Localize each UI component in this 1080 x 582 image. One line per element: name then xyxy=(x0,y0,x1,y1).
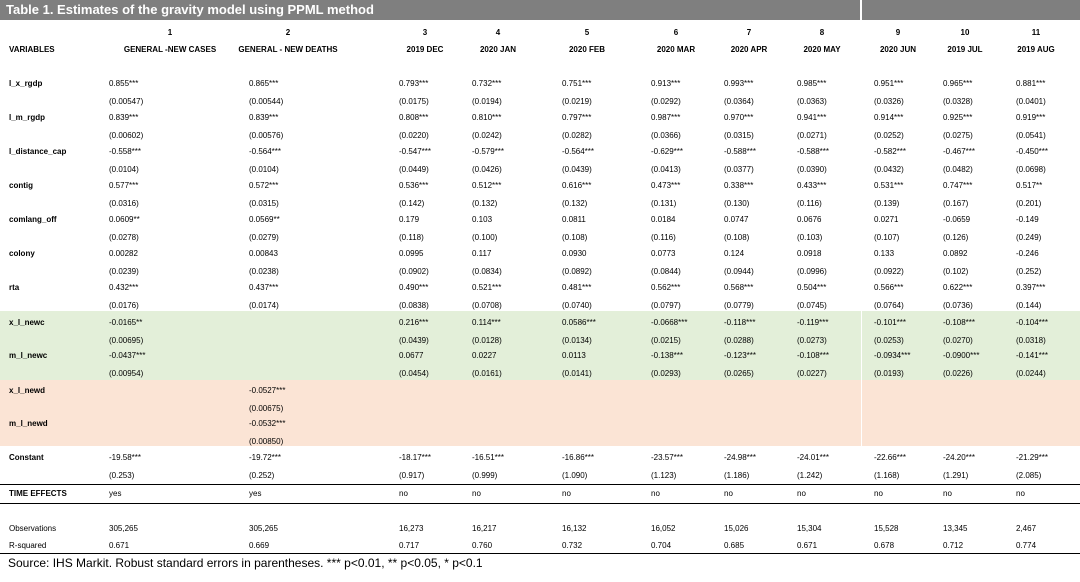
standard-error-cell: (0.249) xyxy=(1016,233,1042,242)
standard-error-cell: (0.00576) xyxy=(249,131,284,140)
variable-label: x_l_newd xyxy=(9,386,46,395)
standard-error-cell: (0.0273) xyxy=(797,336,827,345)
standard-error-cell: (0.0454) xyxy=(399,369,429,378)
coefficient-cell: 0.951*** xyxy=(874,79,904,88)
coefficient-cell: 0.103 xyxy=(472,215,493,224)
standard-error-cell: (0.0944) xyxy=(724,267,754,276)
column-number: 2 xyxy=(285,28,291,37)
coefficient-cell: -0.0659 xyxy=(943,215,971,224)
coefficient-cell: 0.0892 xyxy=(943,249,968,258)
variable-label: m_l_newc xyxy=(9,351,48,360)
coefficient-cell: -18.17*** xyxy=(399,453,432,462)
coefficient-cell: -0.0437*** xyxy=(109,351,146,360)
coefficient-cell: -21.29*** xyxy=(1016,453,1049,462)
column-number: 6 xyxy=(673,28,679,37)
standard-error-cell: (0.0779) xyxy=(724,301,754,310)
standard-error-cell: (0.0226) xyxy=(943,369,973,378)
standard-error-cell: (0.0366) xyxy=(651,131,681,140)
coefficient-cell: -0.564*** xyxy=(562,147,595,156)
coefficient-cell: -0.149 xyxy=(1016,215,1039,224)
coefficient-cell: 0.0271 xyxy=(874,215,899,224)
coefficient-cell: 0.855*** xyxy=(109,79,139,88)
coefficient-cell: 0.993*** xyxy=(724,79,754,88)
standard-error-cell: (0.0764) xyxy=(874,301,904,310)
standard-error-cell: (0.252) xyxy=(1016,267,1042,276)
standard-error-cell: (0.00675) xyxy=(249,404,284,413)
r-squared-cell: 0.671 xyxy=(109,541,130,550)
coefficient-cell: 0.0609** xyxy=(109,215,140,224)
standard-error-cell: (1.242) xyxy=(797,471,823,480)
column-number: 8 xyxy=(819,28,825,37)
coefficient-cell: -0.141*** xyxy=(1016,351,1049,360)
time-effects-cell: no xyxy=(472,489,481,498)
coefficient-cell: 0.747*** xyxy=(943,181,973,190)
variable-label: l_x_rgdp xyxy=(9,79,43,88)
coefficient-cell: -0.123*** xyxy=(724,351,757,360)
coefficient-cell: 0.473*** xyxy=(651,181,681,190)
coefficient-cell: -16.51*** xyxy=(472,453,505,462)
standard-error-cell: (0.00602) xyxy=(109,131,144,140)
standard-error-cell: (0.0292) xyxy=(651,97,681,106)
coefficient-cell: -0.582*** xyxy=(874,147,907,156)
coefficient-cell: 0.521*** xyxy=(472,283,502,292)
standard-error-cell: (0.0838) xyxy=(399,301,429,310)
column-number: 10 xyxy=(960,28,970,37)
variable-label: comlang_off xyxy=(9,215,57,224)
coefficient-cell: -0.547*** xyxy=(399,147,432,156)
standard-error-cell: (1.291) xyxy=(943,471,969,480)
coefficient-cell: 0.0773 xyxy=(651,249,676,258)
coefficient-cell: -0.558*** xyxy=(109,147,142,156)
standard-error-cell: (0.0271) xyxy=(797,131,827,140)
standard-error-cell: (0.0252) xyxy=(874,131,904,140)
column-number: 4 xyxy=(495,28,501,37)
standard-error-cell: (0.130) xyxy=(724,199,750,208)
coefficient-cell: 0.0918 xyxy=(797,249,822,258)
coefficient-cell: 0.512*** xyxy=(472,181,502,190)
coefficient-cell: 0.133 xyxy=(874,249,895,258)
coefficient-cell: -0.108*** xyxy=(943,318,976,327)
standard-error-cell: (0.0432) xyxy=(874,165,904,174)
standard-error-cell: (0.0318) xyxy=(1016,336,1046,345)
coefficient-cell: 0.941*** xyxy=(797,113,827,122)
standard-error-cell: (1.123) xyxy=(651,471,677,480)
standard-error-cell: (0.999) xyxy=(472,471,498,480)
time-effects-cell: no xyxy=(874,489,883,498)
standard-error-cell: (0.0902) xyxy=(399,267,429,276)
coefficient-cell: 0.0930 xyxy=(562,249,587,258)
standard-error-cell: (0.132) xyxy=(562,199,588,208)
column-header: GENERAL -NEW CASES xyxy=(123,45,217,54)
standard-error-cell: (0.0128) xyxy=(472,336,502,345)
standard-error-cell: (0.0708) xyxy=(472,301,502,310)
column-number: 7 xyxy=(746,28,752,37)
coefficient-cell: -0.0165** xyxy=(109,318,143,327)
coefficient-cell: 0.808*** xyxy=(399,113,429,122)
standard-error-cell: (0.103) xyxy=(797,233,823,242)
standard-error-cell: (0.00695) xyxy=(109,336,144,345)
coefficient-cell: 0.0677 xyxy=(399,351,424,360)
standard-error-cell: (0.0275) xyxy=(943,131,973,140)
standard-error-cell: (0.0279) xyxy=(249,233,279,242)
standard-error-cell: (0.0193) xyxy=(874,369,904,378)
standard-error-cell: (0.0141) xyxy=(562,369,592,378)
coefficient-cell: 0.114*** xyxy=(472,318,501,327)
column-number: 9 xyxy=(895,28,901,37)
coefficient-cell: 0.0227 xyxy=(472,351,497,360)
coefficient-cell: 0.216*** xyxy=(399,318,429,327)
coefficient-cell: 0.0586*** xyxy=(562,318,596,327)
standard-error-cell: (0.0161) xyxy=(472,369,502,378)
coefficient-cell: -0.104*** xyxy=(1016,318,1049,327)
r-squared-cell: 0.760 xyxy=(472,541,493,550)
column-header: 2020 FEB xyxy=(568,45,606,54)
r-squared-label: R-squared xyxy=(9,541,47,550)
coefficient-cell: 0.00282 xyxy=(109,249,138,258)
coefficient-cell: 0.572*** xyxy=(249,181,279,190)
coefficient-cell: 0.913*** xyxy=(651,79,681,88)
coefficient-cell: -0.108*** xyxy=(797,351,830,360)
column-header: GENERAL - NEW DEATHS xyxy=(238,45,338,54)
coefficient-cell: 0.0113 xyxy=(562,351,586,360)
coefficient-cell: 0.925*** xyxy=(943,113,973,122)
standard-error-cell: (0.126) xyxy=(943,233,969,242)
standard-error-cell: (0.0390) xyxy=(797,165,827,174)
observations-cell: 13,345 xyxy=(943,524,968,533)
standard-error-cell: (0.0270) xyxy=(943,336,973,345)
coefficient-cell: 0.0569** xyxy=(249,215,280,224)
coefficient-cell: 0.0676 xyxy=(797,215,822,224)
standard-error-cell: (0.0315) xyxy=(724,131,754,140)
coefficient-cell: -0.450*** xyxy=(1016,147,1049,156)
variable-label: contig xyxy=(9,181,33,190)
observations-cell: 15,026 xyxy=(724,524,749,533)
coefficient-cell: 0.562*** xyxy=(651,283,681,292)
standard-error-cell: (0.0541) xyxy=(1016,131,1046,140)
column-number: 1 xyxy=(167,28,173,37)
standard-error-cell: (0.0834) xyxy=(472,267,502,276)
standard-error-cell: (0.0242) xyxy=(472,131,502,140)
column-header: 2019 DEC xyxy=(406,45,444,54)
r-squared-cell: 0.678 xyxy=(874,541,895,550)
standard-error-cell: (1.186) xyxy=(724,471,750,480)
coefficient-cell: 0.0747 xyxy=(724,215,749,224)
standard-error-cell: (0.0265) xyxy=(724,369,754,378)
standard-error-cell: (0.167) xyxy=(943,199,969,208)
standard-error-cell: (0.0922) xyxy=(874,267,904,276)
coefficient-cell: 0.536*** xyxy=(399,181,429,190)
standard-error-cell: (0.0328) xyxy=(943,97,973,106)
coefficient-cell: 0.797*** xyxy=(562,113,592,122)
standard-error-cell: (0.0363) xyxy=(797,97,827,106)
standard-error-cell: (0.0288) xyxy=(724,336,754,345)
time-effects-cell: yes xyxy=(249,489,262,498)
standard-error-cell: (0.116) xyxy=(651,233,676,242)
variable-label: l_distance_cap xyxy=(9,147,67,156)
coefficient-cell: 0.985*** xyxy=(797,79,827,88)
time-effects-cell: no xyxy=(1016,489,1025,498)
standard-error-cell: (0.0175) xyxy=(399,97,429,106)
standard-error-cell: (0.108) xyxy=(562,233,588,242)
coefficient-cell: 0.751*** xyxy=(562,79,592,88)
observations-cell: 2,467 xyxy=(1016,524,1037,533)
standard-error-cell: (0.0194) xyxy=(472,97,502,106)
coefficient-cell: 0.517** xyxy=(1016,181,1043,190)
table-source-note: Source: IHS Markit. Robust standard errors in parentheses. *** p<0.01, ** p<0.05, * p<0.1 xyxy=(8,556,483,570)
standard-error-cell: (0.00547) xyxy=(109,97,144,106)
coefficient-cell: 0.839*** xyxy=(249,113,279,122)
observations-cell: 305,265 xyxy=(109,524,138,533)
coefficient-cell: 0.919*** xyxy=(1016,113,1046,122)
column-header: 2020 JAN xyxy=(479,45,517,54)
coefficient-cell: 0.568*** xyxy=(724,283,754,292)
time-effects-cell: no xyxy=(797,489,806,498)
coefficient-cell: 0.117 xyxy=(472,249,492,258)
coefficient-cell: -16.86*** xyxy=(562,453,595,462)
coefficient-cell: 0.616*** xyxy=(562,181,592,190)
column-header: 2019 JUL xyxy=(947,45,983,54)
coefficient-cell: 0.437*** xyxy=(249,283,279,292)
column-header: 2020 MAR xyxy=(656,45,696,54)
coefficient-cell: -0.0527*** xyxy=(249,386,286,395)
observations-label: Observations xyxy=(9,524,57,533)
standard-error-cell: (0.100) xyxy=(472,233,498,242)
standard-error-cell: (2.085) xyxy=(1016,471,1042,480)
standard-error-cell: (0.0104) xyxy=(109,165,139,174)
coefficient-cell: 0.914*** xyxy=(874,113,904,122)
coefficient-cell: -0.0934*** xyxy=(874,351,911,360)
column-header: 2020 MAY xyxy=(803,45,841,54)
standard-error-cell: (0.0174) xyxy=(249,301,279,310)
standard-error-cell: (0.0282) xyxy=(562,131,592,140)
standard-error-cell: (0.00850) xyxy=(249,437,284,446)
standard-error-cell: (0.0364) xyxy=(724,97,754,106)
standard-error-cell: (0.0244) xyxy=(1016,369,1046,378)
coefficient-cell: -24.98*** xyxy=(724,453,757,462)
standard-error-cell: (0.0239) xyxy=(109,267,139,276)
standard-error-cell: (0.0426) xyxy=(472,165,502,174)
time-effects-cell: yes xyxy=(109,489,122,498)
standard-error-cell: (0.00954) xyxy=(109,369,144,378)
standard-error-cell: (0.102) xyxy=(943,267,969,276)
variable-label: x_l_newc xyxy=(9,318,45,327)
coefficient-cell: 0.504*** xyxy=(797,283,827,292)
time-effects-cell: no xyxy=(651,489,660,498)
coefficient-cell: 0.531*** xyxy=(874,181,904,190)
standard-error-cell: (0.0176) xyxy=(109,301,139,310)
variable-label: m_l_newd xyxy=(9,419,48,428)
r-squared-cell: 0.685 xyxy=(724,541,745,550)
standard-error-cell: (1.168) xyxy=(874,471,900,480)
coefficient-cell: 0.0995 xyxy=(399,249,424,258)
standard-error-cell: (0.0844) xyxy=(651,267,681,276)
standard-error-cell: (0.0104) xyxy=(249,165,279,174)
column-header: 2020 JUN xyxy=(879,45,917,54)
column-number: 11 xyxy=(1031,28,1041,37)
coefficient-cell: -0.138*** xyxy=(651,351,684,360)
standard-error-cell: (0.0238) xyxy=(249,267,279,276)
coefficient-cell: 0.810*** xyxy=(472,113,502,122)
coefficient-cell: -0.0668*** xyxy=(651,318,688,327)
standard-error-cell: (0.107) xyxy=(874,233,900,242)
coefficient-cell: 0.865*** xyxy=(249,79,279,88)
standard-error-cell: (0.0449) xyxy=(399,165,429,174)
column-number: 5 xyxy=(584,28,590,37)
standard-error-cell: (0.131) xyxy=(651,199,677,208)
coefficient-cell: -19.58*** xyxy=(109,453,142,462)
standard-error-cell: (0.0797) xyxy=(651,301,681,310)
coefficient-cell: 0.839*** xyxy=(109,113,139,122)
observations-cell: 16,273 xyxy=(399,524,424,533)
standard-error-cell: (0.0316) xyxy=(109,199,139,208)
standard-error-cell: (0.0740) xyxy=(562,301,592,310)
coefficient-cell: 0.566*** xyxy=(874,283,904,292)
coefficient-cell: 0.338*** xyxy=(724,181,754,190)
standard-error-cell: (0.108) xyxy=(724,233,750,242)
r-squared-cell: 0.704 xyxy=(651,541,672,550)
table-title: Table 1. Estimates of the gravity model using PPML method xyxy=(6,2,374,17)
coefficient-cell: -23.57*** xyxy=(651,453,684,462)
standard-error-cell: (0.917) xyxy=(399,471,425,480)
variables-header: VARIABLES xyxy=(9,45,55,54)
variable-label: rta xyxy=(9,283,20,292)
coefficient-cell: 0.397*** xyxy=(1016,283,1046,292)
standard-error-cell: (0.0401) xyxy=(1016,97,1046,106)
coefficient-cell: 0.433*** xyxy=(797,181,827,190)
standard-error-cell: (0.0482) xyxy=(943,165,973,174)
column-header: 2020 APR xyxy=(730,45,768,54)
time-effects-cell: no xyxy=(943,489,952,498)
coefficient-cell: 0.793*** xyxy=(399,79,429,88)
standard-error-cell: (0.0439) xyxy=(562,165,592,174)
standard-error-cell: (0.144) xyxy=(1016,301,1042,310)
coefficient-cell: 0.432*** xyxy=(109,283,139,292)
time-effects-label: TIME EFFECTS xyxy=(9,489,67,498)
observations-cell: 16,132 xyxy=(562,524,587,533)
standard-error-cell: (0.201) xyxy=(1016,199,1042,208)
standard-error-cell: (0.0253) xyxy=(874,336,904,345)
coefficient-cell: 0.577*** xyxy=(109,181,139,190)
standard-error-cell: (0.118) xyxy=(399,233,424,242)
observations-cell: 16,052 xyxy=(651,524,676,533)
coefficient-cell: 0.622*** xyxy=(943,283,973,292)
standard-error-cell: (0.252) xyxy=(249,471,275,480)
coefficient-cell: 0.987*** xyxy=(651,113,681,122)
coefficient-cell: 0.0811 xyxy=(562,215,586,224)
observations-cell: 305,265 xyxy=(249,524,278,533)
r-squared-cell: 0.732 xyxy=(562,541,583,550)
coefficient-cell: -0.629*** xyxy=(651,147,684,156)
coefficient-cell: -0.564*** xyxy=(249,147,282,156)
coefficient-cell: 0.481*** xyxy=(562,283,592,292)
standard-error-cell: (0.0413) xyxy=(651,165,681,174)
standard-error-cell: (0.0278) xyxy=(109,233,139,242)
coefficient-cell: -24.20*** xyxy=(943,453,976,462)
variable-label: colony xyxy=(9,249,35,258)
standard-error-cell: (0.0219) xyxy=(562,97,592,106)
standard-error-cell: (0.0215) xyxy=(651,336,681,345)
r-squared-cell: 0.712 xyxy=(943,541,964,550)
coefficient-cell: -0.579*** xyxy=(472,147,505,156)
observations-cell: 16,217 xyxy=(472,524,497,533)
standard-error-cell: (0.139) xyxy=(874,199,900,208)
standard-error-cell: (0.253) xyxy=(109,471,135,480)
standard-error-cell: (0.0220) xyxy=(399,131,429,140)
standard-error-cell: (0.0745) xyxy=(797,301,827,310)
standard-error-cell: (0.0698) xyxy=(1016,165,1046,174)
standard-error-cell: (0.0736) xyxy=(943,301,973,310)
r-squared-cell: 0.669 xyxy=(249,541,270,550)
standard-error-cell: (0.116) xyxy=(797,199,822,208)
coefficient-cell: -0.101*** xyxy=(874,318,907,327)
r-squared-cell: 0.671 xyxy=(797,541,818,550)
coefficient-cell: 0.970*** xyxy=(724,113,754,122)
coefficient-cell: 0.124 xyxy=(724,249,745,258)
time-effects-cell: no xyxy=(562,489,571,498)
coefficient-cell: -0.246 xyxy=(1016,249,1039,258)
standard-error-cell: (0.0326) xyxy=(874,97,904,106)
coefficient-cell: -22.66*** xyxy=(874,453,907,462)
standard-error-cell: (0.0377) xyxy=(724,165,754,174)
column-header: 2019 AUG xyxy=(1017,45,1055,54)
standard-error-cell: (0.142) xyxy=(399,199,425,208)
coefficient-cell: -0.0900*** xyxy=(943,351,980,360)
standard-error-cell: (0.0439) xyxy=(399,336,429,345)
observations-cell: 15,528 xyxy=(874,524,899,533)
standard-error-cell: (1.090) xyxy=(562,471,588,480)
standard-error-cell: (0.0293) xyxy=(651,369,681,378)
coefficient-cell: -0.118*** xyxy=(724,318,756,327)
standard-error-cell: (0.132) xyxy=(472,199,498,208)
standard-error-cell: (0.00544) xyxy=(249,97,284,106)
coefficient-cell: 0.732*** xyxy=(472,79,502,88)
coefficient-cell: 0.179 xyxy=(399,215,420,224)
standard-error-cell: (0.0892) xyxy=(562,267,592,276)
coefficient-cell: -19.72*** xyxy=(249,453,282,462)
time-effects-cell: no xyxy=(724,489,733,498)
observations-cell: 15,304 xyxy=(797,524,822,533)
time-effects-cell: no xyxy=(399,489,408,498)
r-squared-cell: 0.717 xyxy=(399,541,420,550)
coefficient-cell: 0.881*** xyxy=(1016,79,1046,88)
column-number: 3 xyxy=(422,28,428,37)
r-squared-cell: 0.774 xyxy=(1016,541,1037,550)
coefficient-cell: -0.119*** xyxy=(797,318,829,327)
standard-error-cell: (0.0227) xyxy=(797,369,827,378)
coefficient-cell: 0.0184 xyxy=(651,215,676,224)
coefficient-cell: -0.588*** xyxy=(797,147,830,156)
coefficient-cell: -0.467*** xyxy=(943,147,976,156)
variable-label: l_m_rgdp xyxy=(9,113,46,122)
coefficient-cell: -0.588*** xyxy=(724,147,757,156)
standard-error-cell: (0.0134) xyxy=(562,336,592,345)
coefficient-cell: 0.490*** xyxy=(399,283,429,292)
coefficient-cell: 0.00843 xyxy=(249,249,278,258)
coefficient-cell: -0.0532*** xyxy=(249,419,286,428)
variable-label: Constant xyxy=(9,453,44,462)
standard-error-cell: (0.0315) xyxy=(249,199,279,208)
coefficient-cell: -24.01*** xyxy=(797,453,830,462)
coefficient-cell: 0.965*** xyxy=(943,79,973,88)
standard-error-cell: (0.0996) xyxy=(797,267,827,276)
